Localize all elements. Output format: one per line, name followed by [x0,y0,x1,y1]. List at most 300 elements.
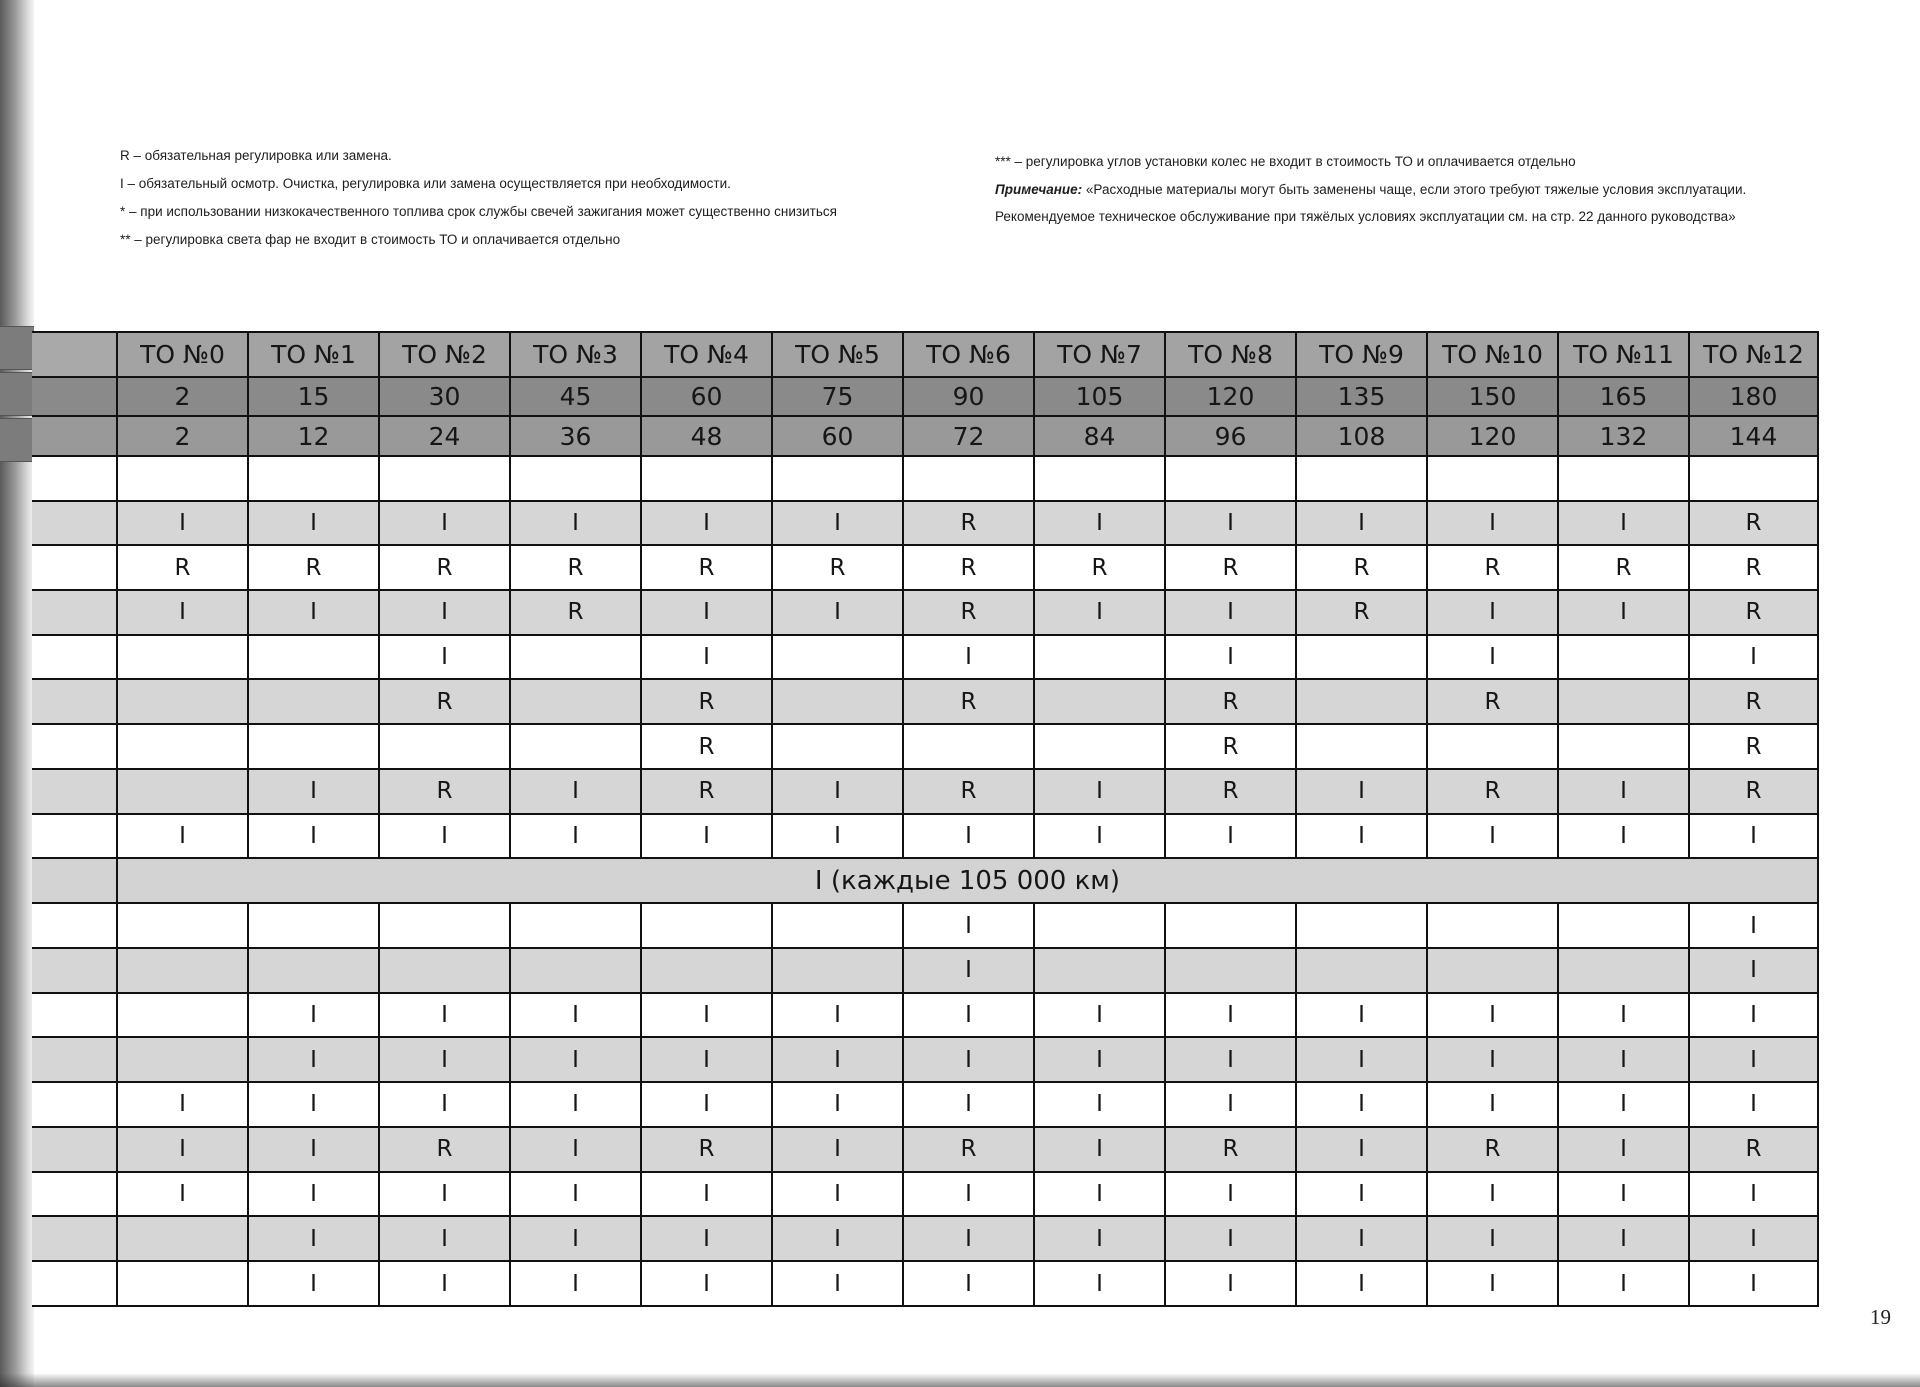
schedule-cell [641,456,772,501]
schedule-cell: I [510,1127,641,1172]
schedule-cell: I [772,1082,903,1127]
schedule-cell: I [641,501,772,546]
schedule-cell: I [1689,1172,1818,1217]
schedule-cell [117,903,248,948]
header-cell: 30 [379,377,510,417]
row-label-cell [32,332,117,377]
table-row [32,590,1818,635]
row-label-cell [32,1127,117,1172]
header-cell: 132 [1558,416,1689,456]
schedule-cell: I [248,769,379,814]
page-number: 19 [1870,1305,1891,1329]
schedule-cell [1165,948,1296,993]
spine-tab [0,326,34,370]
header-cell: 12 [248,416,379,456]
table-row [32,456,1818,501]
schedule-cell: R [641,724,772,769]
schedule-cell: I [1165,501,1296,546]
schedule-cell: I [772,1216,903,1261]
note-line: ** – регулировка света фар не входит в стоимость ТО и оплачивается отдельно [120,232,621,247]
header-cell: 105 [1034,377,1165,417]
schedule-cell: I [510,1037,641,1082]
schedule-cell [1427,456,1558,501]
schedule-cell: I [1165,1037,1296,1082]
row-label-cell [32,590,117,635]
schedule-cell: R [1165,769,1296,814]
schedule-cell: I [641,993,772,1038]
schedule-cell: I [772,993,903,1038]
schedule-cell: I [1165,1172,1296,1217]
header-cell: 90 [903,377,1034,417]
schedule-cell [117,724,248,769]
schedule-cell [1034,679,1165,724]
schedule-cell: I [1558,1216,1689,1261]
schedule-cell: I [1296,1172,1427,1217]
schedule-cell: I [1689,1082,1818,1127]
schedule-cell: I [1296,993,1427,1038]
schedule-cell: I [379,501,510,546]
header-cell: ТО №9 [1296,332,1427,377]
schedule-cell: I [1165,1261,1296,1306]
header-cell: 45 [510,377,641,417]
schedule-cell: I [772,1172,903,1217]
row-label-cell [32,948,117,993]
header-cell: 15 [248,377,379,417]
schedule-cell: I [379,1037,510,1082]
schedule-cell: R [1427,769,1558,814]
header-service-row [32,332,1818,377]
row-label-cell [32,1216,117,1261]
schedule-cell: I [248,1037,379,1082]
schedule-cell: I [510,501,641,546]
schedule-cell [248,679,379,724]
header-cell: ТО №2 [379,332,510,377]
schedule-cell: I [1558,1172,1689,1217]
note-line: R – обязательная регулировка или замена. [120,148,392,163]
schedule-cell: I [510,1082,641,1127]
schedule-cell: I [1427,590,1558,635]
table-row [32,1127,1818,1172]
schedule-cell [1558,679,1689,724]
table-row [32,724,1818,769]
schedule-cell [510,948,641,993]
schedule-cell: I [117,590,248,635]
schedule-cell: R [1689,501,1818,546]
schedule-cell: R [903,769,1034,814]
schedule-cell: I [510,1261,641,1306]
spine-tab [0,372,34,416]
schedule-cell: I [1165,814,1296,859]
header-cell: 72 [903,416,1034,456]
schedule-cell: I [510,814,641,859]
schedule-cell [772,724,903,769]
header-cell: ТО №6 [903,332,1034,377]
row-label-cell [32,858,117,903]
schedule-cell [1165,903,1296,948]
schedule-cell [248,456,379,501]
schedule-cell: I [248,590,379,635]
table-row [32,501,1818,546]
schedule-cell: I [117,814,248,859]
row-label-cell [32,769,117,814]
schedule-cell: R [1165,545,1296,590]
schedule-cell: I [1427,1082,1558,1127]
schedule-cell: I [1558,993,1689,1038]
schedule-cell [1558,635,1689,680]
table-row [32,679,1818,724]
schedule-cell [1296,456,1427,501]
row-label-cell [32,416,117,456]
schedule-cell [903,456,1034,501]
schedule-cell: I [1427,1172,1558,1217]
schedule-cell [117,948,248,993]
schedule-cell: I [379,1082,510,1127]
remark-label: Примечание: [995,181,1083,197]
schedule-cell [117,635,248,680]
schedule-cell [1427,903,1558,948]
schedule-cell [772,679,903,724]
schedule-cell: R [1689,679,1818,724]
schedule-cell: R [379,1127,510,1172]
schedule-cell: I [248,1172,379,1217]
header-cell: ТО №8 [1165,332,1296,377]
schedule-cell: I [1689,1037,1818,1082]
schedule-cell: I [1034,1261,1165,1306]
schedule-cell [772,635,903,680]
schedule-cell: I [510,993,641,1038]
schedule-cell: I [903,1037,1034,1082]
row-label-cell [32,377,117,417]
schedule-cell: I [641,1082,772,1127]
row-label-cell [32,1261,117,1306]
header-cell: 24 [379,416,510,456]
schedule-cell: R [379,769,510,814]
schedule-cell [1034,456,1165,501]
schedule-cell: I [1034,993,1165,1038]
schedule-cell: R [772,545,903,590]
schedule-cell [1296,635,1427,680]
schedule-cell: R [1296,545,1427,590]
schedule-cell: I [510,1172,641,1217]
schedule-cell: I [1165,590,1296,635]
schedule-cell: I [248,1082,379,1127]
schedule-cell [1558,948,1689,993]
schedule-cell: I [903,1216,1034,1261]
schedule-cell: I [903,993,1034,1038]
schedule-cell [772,948,903,993]
schedule-cell: I [641,1037,772,1082]
header-cell: 2 [117,416,248,456]
schedule-cell: I [1296,769,1427,814]
schedule-cell: R [1689,590,1818,635]
schedule-cell: I [248,1261,379,1306]
schedule-cell: I [1558,769,1689,814]
schedule-cell: I [1558,1082,1689,1127]
schedule-cell: I [248,1216,379,1261]
schedule-cell: I [1427,993,1558,1038]
schedule-cell: I [117,1082,248,1127]
header-cell: 60 [772,416,903,456]
table-row [32,948,1818,993]
schedule-cell: I [1558,814,1689,859]
schedule-cell: R [1689,769,1818,814]
table-row [32,814,1818,859]
schedule-cell: I [903,1261,1034,1306]
schedule-cell: I [379,1216,510,1261]
schedule-cell: I [1034,1216,1165,1261]
schedule-cell [1558,724,1689,769]
schedule-cell: I [379,1261,510,1306]
schedule-cell [510,635,641,680]
header-cell: ТО №12 [1689,332,1818,377]
schedule-cell: I [1034,814,1165,859]
schedule-cell [248,903,379,948]
schedule-cell: I [903,814,1034,859]
schedule-cell: I [772,769,903,814]
row-label-cell [32,903,117,948]
schedule-cell: I [1558,590,1689,635]
schedule-cell: I [1427,501,1558,546]
schedule-cell [379,456,510,501]
schedule-cell: I [772,814,903,859]
schedule-cell: R [379,679,510,724]
schedule-cell: I [1689,948,1818,993]
schedule-cell [903,724,1034,769]
schedule-cell: I [1427,635,1558,680]
schedule-cell: R [641,769,772,814]
schedule-cell: I [903,948,1034,993]
schedule-cell: R [641,545,772,590]
schedule-cell: I [903,635,1034,680]
schedule-cell [641,948,772,993]
row-label-cell [32,993,117,1038]
table-row [32,903,1818,948]
schedule-cell [1689,456,1818,501]
note-line: I – обязательный осмотр. Очистка, регулировка или замена осуществляется при необходимости. [120,176,731,191]
schedule-cell: I [1689,1261,1818,1306]
header-cell: 48 [641,416,772,456]
schedule-cell [772,903,903,948]
schedule-cell: I [1296,501,1427,546]
schedule-cell: R [510,590,641,635]
schedule-cell [510,456,641,501]
schedule-cell [510,679,641,724]
schedule-cell: I [248,501,379,546]
schedule-cell: I [379,635,510,680]
row-label-cell [32,1172,117,1217]
schedule-cell [379,948,510,993]
schedule-cell [1296,948,1427,993]
header-cell: ТО №0 [117,332,248,377]
schedule-cell: R [1165,1127,1296,1172]
row-label-cell [32,814,117,859]
interval-note-cell: I (каждые 105 000 км) [117,858,1818,903]
schedule-cell: I [1296,1216,1427,1261]
schedule-cell: R [1558,545,1689,590]
schedule-cell: I [510,769,641,814]
schedule-cell: R [1689,724,1818,769]
schedule-cell [1558,903,1689,948]
table-row [32,635,1818,680]
schedule-cell: I [1296,1037,1427,1082]
table-row [32,858,1818,903]
schedule-cell: I [772,1037,903,1082]
schedule-cell [117,679,248,724]
table-row [32,1082,1818,1127]
schedule-cell: I [1427,1037,1558,1082]
schedule-cell: I [510,1216,641,1261]
page-edge-shadow [0,1373,1920,1387]
header-cell: ТО №3 [510,332,641,377]
schedule-cell: R [1689,1127,1818,1172]
schedule-cell: I [1034,1172,1165,1217]
schedule-cell [117,1261,248,1306]
table-row [32,1216,1818,1261]
row-label-cell [32,456,117,501]
schedule-cell: I [772,1127,903,1172]
note-line: * – при использовании низкокачественного топлива срок службы свечей зажигания может существенно снизиться [120,204,837,219]
schedule-cell [117,1216,248,1261]
schedule-cell: R [903,679,1034,724]
header-cell: ТО №7 [1034,332,1165,377]
schedule-cell [1034,635,1165,680]
maintenance-table [32,331,1819,1307]
row-label-cell [32,679,117,724]
row-label-cell [32,501,117,546]
header-cell: ТО №11 [1558,332,1689,377]
maintenance-schedule [32,331,1818,1307]
schedule-cell: R [1689,545,1818,590]
book-spine [0,0,34,1387]
schedule-cell [1165,456,1296,501]
schedule-cell [1034,903,1165,948]
schedule-cell: I [248,993,379,1038]
schedule-cell: R [1427,1127,1558,1172]
schedule-cell: I [379,1172,510,1217]
schedule-cell: I [117,1172,248,1217]
header-cell: ТО №4 [641,332,772,377]
spine-tab [0,418,34,462]
schedule-cell: I [1165,1082,1296,1127]
schedule-cell: R [510,545,641,590]
schedule-cell: R [903,590,1034,635]
schedule-cell: I [772,1261,903,1306]
schedule-cell: I [903,903,1034,948]
schedule-cell: I [641,635,772,680]
schedule-cell: I [1296,1082,1427,1127]
schedule-cell: R [903,545,1034,590]
schedule-cell: R [641,679,772,724]
header-cell: 96 [1165,416,1296,456]
schedule-cell: I [1427,814,1558,859]
schedule-cell: I [1689,993,1818,1038]
schedule-cell [379,903,510,948]
note-line: *** – регулировка углов установки колес не входит в стоимость ТО и оплачивается отдельно [995,154,1576,169]
schedule-cell: R [641,1127,772,1172]
table-row [32,1261,1818,1306]
schedule-cell: I [1689,1216,1818,1261]
row-label-cell [32,724,117,769]
header-km-row [32,377,1818,417]
schedule-cell: I [1689,635,1818,680]
schedule-cell: I [641,1216,772,1261]
schedule-cell: I [903,1172,1034,1217]
schedule-cell [1034,948,1165,993]
schedule-cell: R [1165,679,1296,724]
row-label-cell [32,1082,117,1127]
schedule-cell [510,724,641,769]
header-cell: 165 [1558,377,1689,417]
header-cell: 144 [1689,416,1818,456]
schedule-cell [772,456,903,501]
header-cell: 135 [1296,377,1427,417]
schedule-cell: I [1689,814,1818,859]
remark-text: «Расходные материалы могут быть заменены чаще, если этого требуют тяжелые условия эксплуатации. Рекомендуемое техническое обслуживание при тяжёлых условиях эксплуатации см. на стр. 22 данного руководства» [995,181,1747,224]
header-cell: 75 [772,377,903,417]
schedule-cell [248,724,379,769]
header-cell: ТО №1 [248,332,379,377]
header-cell: 150 [1427,377,1558,417]
schedule-cell: I [1558,1127,1689,1172]
schedule-cell: I [117,1127,248,1172]
schedule-cell [1427,724,1558,769]
schedule-cell: R [903,1127,1034,1172]
schedule-cell: I [379,993,510,1038]
schedule-cell: I [641,814,772,859]
header-cell: ТО №10 [1427,332,1558,377]
schedule-cell: I [1034,1082,1165,1127]
schedule-cell [248,948,379,993]
schedule-cell: I [1427,1261,1558,1306]
schedule-cell [117,1037,248,1082]
header-months-row [32,416,1818,456]
schedule-cell [117,456,248,501]
schedule-cell: I [1296,1261,1427,1306]
table-row [32,545,1818,590]
table-row [32,993,1818,1038]
legend-notes-left [120,142,980,254]
schedule-cell [510,903,641,948]
schedule-cell: R [903,501,1034,546]
header-cell: 60 [641,377,772,417]
row-label-cell [32,545,117,590]
header-cell: 2 [117,377,248,417]
schedule-cell: R [1427,545,1558,590]
schedule-cell: I [117,501,248,546]
schedule-cell [641,903,772,948]
schedule-cell: I [1296,1127,1427,1172]
header-cell: 180 [1689,377,1818,417]
schedule-cell: I [248,1127,379,1172]
schedule-cell: I [1427,1216,1558,1261]
table-row [32,1037,1818,1082]
schedule-cell: I [641,1261,772,1306]
schedule-cell: I [248,814,379,859]
schedule-cell: R [1427,679,1558,724]
header-cell: 84 [1034,416,1165,456]
row-label-cell [32,635,117,680]
schedule-cell: R [248,545,379,590]
schedule-cell: I [379,590,510,635]
schedule-cell: I [641,1172,772,1217]
row-label-cell [32,1037,117,1082]
schedule-cell: I [1165,635,1296,680]
schedule-cell: I [1558,1037,1689,1082]
header-cell: 120 [1427,416,1558,456]
schedule-cell: I [1034,769,1165,814]
schedule-cell [117,993,248,1038]
schedule-cell [248,635,379,680]
